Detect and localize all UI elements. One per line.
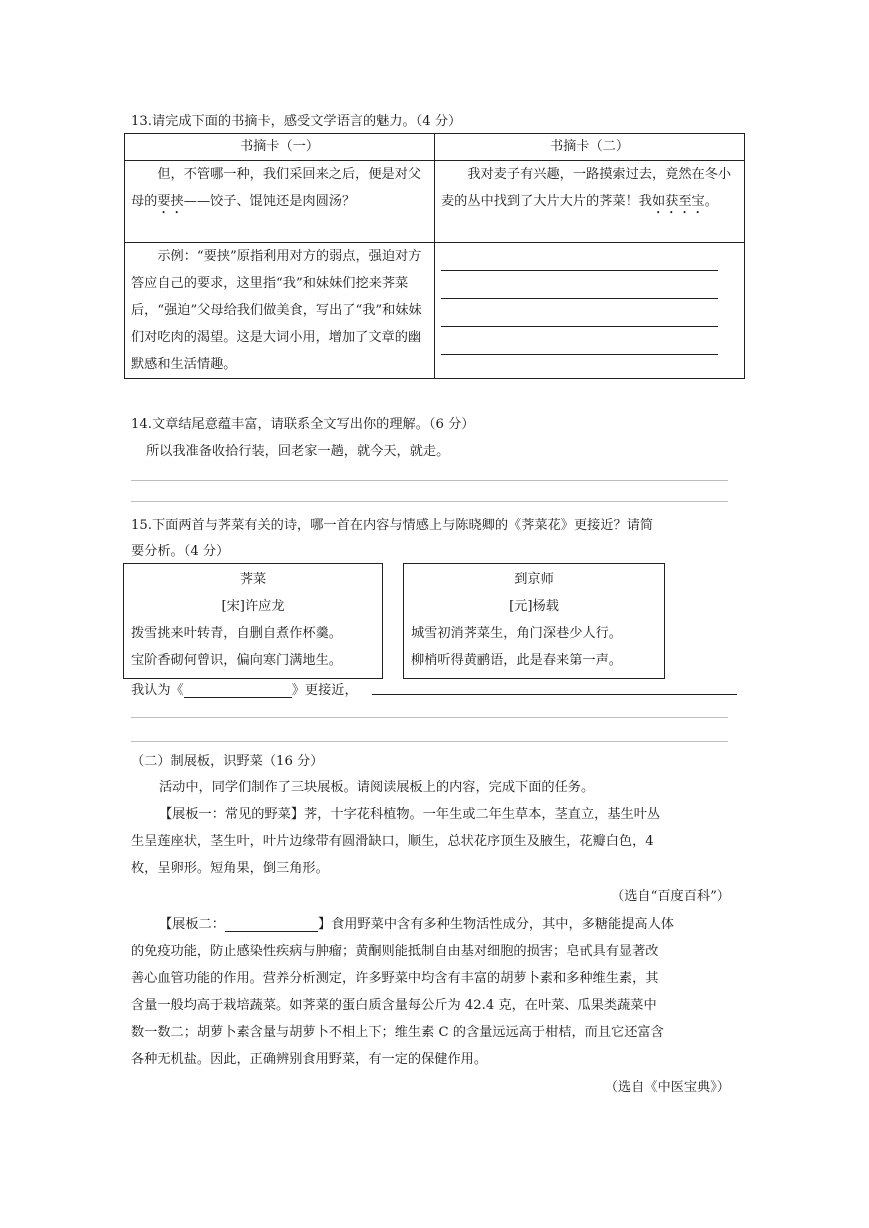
q15-title-line-1: 15.下面两首与荠菜有关的诗，哪一首在内容与情感上与陈晓卿的《荠菜花》更接近？请简	[131, 518, 654, 533]
card1-quote-dotted: 要挟	[157, 194, 184, 209]
board2-line-4: 含量一般均高于栽培蔬菜。如荠菜的蛋白质含量每公斤为 42.4 克，在叶菜、瓜果类蔬菜中	[131, 998, 657, 1013]
q13-title: 13.请完成下面的书摘卡，感受文学语言的魅力。（4 分）	[131, 114, 462, 129]
section2-intro: 活动中，同学们制作了三块展板。请阅读展板上的内容，完成下面的任务。	[159, 780, 595, 795]
section2-title: （二）制展板，识野菜（16 分）	[131, 754, 324, 769]
poem-box-2	[403, 563, 665, 679]
card1-quote-after: ——饺子、馄饨还是肉圆汤？	[183, 194, 356, 209]
card2-quote-dotted: 如获至宝	[652, 194, 705, 209]
q15-answer-row	[131, 679, 358, 698]
board2-suffix: 】食用野菜中含有多种生物活性成分，其中，多糖能提高人体	[317, 917, 674, 932]
board1-line-3: 枚，呈卵形。短角果，倒三角形。	[131, 861, 329, 876]
q14-answer-line-2[interactable]	[131, 501, 728, 502]
board1-line-1: 【展板一：常见的野菜】荠，十字花科植物。一年生或二年生草本，茎直立，基生叶丛	[159, 807, 661, 822]
card1-quote	[125, 161, 435, 243]
q15-answer-mid: 》更接近，	[291, 683, 358, 698]
q14-quote: 所以我准备收拾行装，回老家一趟，就今天，就走。	[146, 444, 450, 459]
card2-quote	[435, 161, 745, 243]
excerpt-card-table	[124, 133, 745, 379]
q14-answer-line-1[interactable]	[131, 480, 728, 481]
card2-answer-line-2[interactable]	[441, 271, 718, 299]
q15-answer-line-0[interactable]	[372, 694, 737, 695]
poem-box-1	[123, 563, 383, 679]
card2-header: 书摘卡（二）	[435, 134, 745, 161]
q15-answer-line-2[interactable]	[131, 741, 728, 742]
card1-header: 书摘卡（一）	[125, 134, 435, 161]
card2-answer-line-1[interactable]	[441, 243, 718, 271]
board2-line-3: 善心血管功能的作用。营养分析测定，许多野菜中均含有丰富的胡萝卜素和多种维生素，其	[131, 971, 659, 986]
board2-line-1	[159, 913, 674, 932]
board2-line-5: 数一数二；胡萝卜素含量与胡萝卜不相上下；维生素 C 的含量远远高于柑桔，而且它还富含	[131, 1025, 664, 1040]
poem1-line-1: 拨雪挑来叶转青，自删自煮作杯羹。	[131, 626, 342, 641]
poem1-title: 荠菜	[239, 572, 267, 587]
board2-source: （选自《中医宝典》）	[604, 1080, 730, 1095]
card2-answer-line-4[interactable]	[441, 327, 718, 355]
board1-line-2: 生呈莲座状，茎生叶，叶片边缘带有圆滑缺口，顺生，总状花序顶生及腋生，花瓣白色，4	[131, 834, 654, 849]
poem2-title: 到京师	[514, 572, 554, 587]
poem1-author: [宋]许应龙	[221, 599, 285, 614]
q15-answer-line-1[interactable]	[131, 717, 728, 718]
board2-line-6: 各种无机盐。因此，正确辨别食用野菜，有一定的保健作用。	[131, 1052, 488, 1067]
q15-answer-prefix: 我认为《	[131, 683, 184, 698]
poem-choice-blank[interactable]	[184, 682, 292, 698]
q15-title-line-2: 要分析。（4 分）	[131, 544, 230, 559]
card1-quote-before: 但，不管哪一种，我们采回来之后，便是对父母的	[131, 167, 422, 209]
board2-title-blank[interactable]	[225, 916, 318, 932]
poem2-line-2: 柳梢听得黄鹂语，此是春来第一声。	[411, 653, 622, 668]
board1-source: （选自“百度百科”）	[611, 889, 730, 904]
card2-answer-line-3[interactable]	[441, 299, 718, 327]
card2-quote-before: 我对麦子有兴趣，一路摸索过去，竟然在冬小麦的丛中找到了大片大片的荠菜！我	[441, 167, 732, 209]
poem1-line-2: 宝阶香砌何曾识，偏向寒门满地生。	[131, 653, 342, 668]
q14-title: 14.文章结尾意蕴丰富，请联系全文写出你的理解。（6 分）	[131, 417, 475, 432]
card2-answer-area[interactable]	[435, 243, 745, 379]
card1-example: 示例：“要挟”原指利用对方的弱点，强迫对方答应自己的要求，这里指“我”和妹妹们挖来荠菜后，“强迫”父母给我们做美食，写出了“我”和妹妹们对吃肉的渴望。这是大词小用，增加了文章的幽默感和生活情趣。	[125, 243, 435, 379]
card2-quote-after: 。	[704, 194, 718, 209]
poem2-line-1: 城雪初消荠菜生，角门深巷少人行。	[411, 626, 622, 641]
board2-prefix: 【展板二：	[159, 917, 225, 932]
board2-line-2: 的免疫功能，防止感染性疾病与肿瘤；黄酮则能抵制自由基对细胞的损害；皂甙具有显著改	[131, 944, 659, 959]
poem2-author: [元]杨载	[509, 599, 559, 614]
